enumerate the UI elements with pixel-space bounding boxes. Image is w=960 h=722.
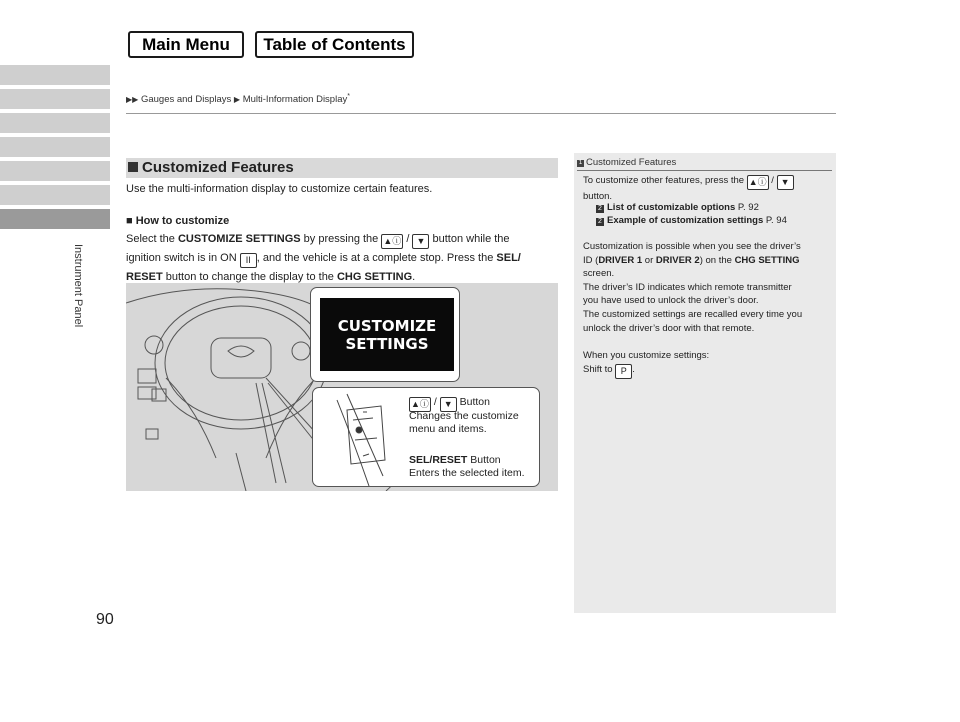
ignition-ii-key: II (240, 253, 257, 268)
chapter-tab[interactable] (0, 113, 110, 133)
section-title (126, 158, 558, 178)
info-up-icon: ▲ⓘ (409, 397, 431, 412)
chapter-label: Instrument Panel (72, 244, 84, 328)
subhead-text: How to customize (135, 215, 230, 227)
chapter-tab[interactable] (0, 185, 110, 205)
chapter-tab[interactable] (0, 137, 110, 157)
page-number: 90 (96, 611, 114, 628)
info-down-icon: ▼ (777, 175, 794, 190)
instructions: Select the CUSTOMIZE SETTINGS by pressing the ▲ⓘ / ▼ button while the ignition switch is in ON II , and the vehicle is at a complete stop. Press the SEL/ RESET button to change the display to the CHG SETTING. (126, 233, 521, 283)
breadcrumb (126, 93, 350, 105)
table-of-contents-button[interactable]: Table of Contents (255, 31, 414, 58)
subhead (126, 212, 229, 230)
sidebar-paragraph-1: To customize other features, press the ▲ⓘ / ▼ button. (583, 174, 833, 204)
info-display-screen: CUSTOMIZE SETTINGS (320, 298, 454, 371)
sidebar-rule (577, 170, 832, 171)
buttons-callout (312, 387, 540, 487)
up-down-button-desc: Changes the customize menu and items. (409, 410, 519, 435)
section-square-icon (128, 162, 138, 172)
sel-reset-button-label: SEL/RESET Button Enters the selected item. (409, 454, 525, 479)
sidebar-title: 1 Customized Features (578, 157, 677, 168)
sidebar-ref-2[interactable]: 2 Example of customization settings P. 94 (596, 214, 787, 228)
chapter-tab[interactable] (0, 161, 110, 181)
breadcrumb-asterisk: * (347, 93, 350, 100)
header-rule (126, 113, 836, 114)
breadcrumb-link[interactable]: Gauges and Displays (140, 94, 232, 106)
main-menu-button[interactable]: Main Menu (128, 31, 244, 58)
park-p-key: P (615, 364, 632, 379)
breadcrumb-current: Multi-Information Display (242, 94, 348, 106)
cross-reference-icon: 2 (596, 218, 604, 226)
info-up-icon: ▲ⓘ (381, 234, 403, 249)
chapter-tab-active[interactable] (0, 209, 110, 229)
sidebar-ref-1[interactable]: 2 List of customizable options P. 92 (596, 201, 759, 215)
breadcrumb-arrow-icon: ▶ (233, 95, 241, 105)
sidebar-paragraph-3: When you customize settings: Shift to P . (583, 349, 833, 379)
subhead-square-icon: ■ (126, 215, 133, 227)
note-marker-icon: 1 (578, 160, 583, 166)
breadcrumb-arrow-icon: ▶▶ (126, 95, 139, 105)
info-up-icon: ▲ⓘ (747, 175, 769, 190)
steering-buttons-drawing (333, 390, 403, 486)
chapter-tab[interactable] (0, 65, 110, 85)
chapter-tab[interactable] (0, 89, 110, 109)
info-down-icon: ▼ (440, 397, 457, 412)
up-down-button-label: ▲ⓘ / ▼ Button (409, 396, 490, 412)
info-down-icon: ▼ (412, 234, 429, 249)
sidebar-paragraph-2: Customization is possible when you see the driver’s ID (DRIVER 1 or DRIVER 2) on the CHG SETTING screen. The driver’s ID indicates which remote transmitter you have used to unlock the driver’s door. The customized settings are recalled every time you unlock the driver’s door with that remote. (583, 241, 803, 334)
cross-reference-icon: 2 (596, 205, 604, 213)
section-title-text: Customized Features (142, 159, 294, 176)
intro-text: Use the multi-information display to customize certain features. (126, 183, 433, 195)
